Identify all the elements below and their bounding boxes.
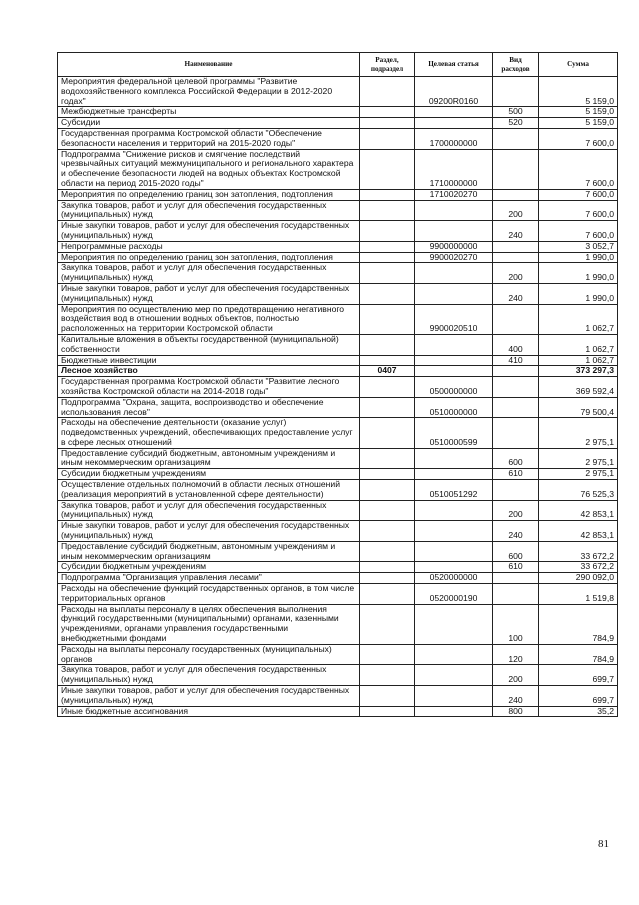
cell-sum: 784,9 — [539, 604, 618, 644]
cell-section — [360, 263, 415, 284]
cell-sum: 699,7 — [539, 665, 618, 686]
cell-target — [415, 221, 493, 242]
cell-type — [493, 252, 539, 263]
table-row — [58, 189, 618, 200]
cell-section — [360, 304, 415, 334]
cell-sum: 369 592,4 — [539, 377, 618, 398]
table-row — [58, 128, 618, 149]
cell-name: Предоставление субсидий бюджетным, автономным учреждениям и иным некоммерческим организациям — [58, 541, 360, 562]
cell-section — [360, 541, 415, 562]
cell-target: 0510000599 — [415, 418, 493, 448]
cell-section — [360, 573, 415, 584]
cell-type: 600 — [493, 448, 539, 469]
cell-name: Иные закупки товаров, работ и услуг для обеспечения государственных (муниципальных) нужд — [58, 521, 360, 542]
cell-sum: 33 672,2 — [539, 541, 618, 562]
cell-sum: 2 975,1 — [539, 418, 618, 448]
cell-type — [493, 149, 539, 189]
cell-section — [360, 77, 415, 107]
table-row — [58, 252, 618, 263]
cell-name: Закупка товаров, работ и услуг для обеспечения государственных (муниципальных) нужд — [58, 263, 360, 284]
cell-sum: 2 975,1 — [539, 469, 618, 480]
cell-type — [493, 304, 539, 334]
cell-name: Подпрограмма "Охрана, защита, воспроизводство и обеспечение использования лесов" — [58, 397, 360, 418]
cell-target: 0520000190 — [415, 584, 493, 605]
cell-sum: 1 062,7 — [539, 304, 618, 334]
table-row — [58, 200, 618, 221]
cell-type — [493, 573, 539, 584]
cell-section — [360, 200, 415, 221]
header-type: Вид расходов — [493, 53, 539, 77]
cell-name: Непрограммные расходы — [58, 241, 360, 252]
cell-name: Расходы на обеспечение деятельности (оказание услуг) подведомственных учреждений, обеспечивающих предоставление услуг в сфере лесных отношений — [58, 418, 360, 448]
cell-section — [360, 355, 415, 366]
cell-section — [360, 397, 415, 418]
cell-name: Межбюджетные трансферты — [58, 107, 360, 118]
cell-sum: 76 525,3 — [539, 480, 618, 501]
cell-name: Иные бюджетные ассигнования — [58, 706, 360, 717]
cell-target — [415, 604, 493, 644]
cell-type: 240 — [493, 283, 539, 304]
table-row — [58, 304, 618, 334]
cell-section — [360, 644, 415, 665]
cell-target: 0510000000 — [415, 397, 493, 418]
cell-sum: 2 975,1 — [539, 448, 618, 469]
cell-type: 600 — [493, 541, 539, 562]
cell-section — [360, 221, 415, 242]
cell-section — [360, 128, 415, 149]
table-row — [58, 480, 618, 501]
header-target: Целевая статья — [415, 53, 493, 77]
cell-sum: 7 600,0 — [539, 221, 618, 242]
cell-target — [415, 706, 493, 717]
table-row — [58, 584, 618, 605]
cell-section — [360, 562, 415, 573]
cell-section — [360, 118, 415, 129]
cell-section — [360, 521, 415, 542]
table-row — [58, 241, 618, 252]
cell-type: 500 — [493, 107, 539, 118]
table-row — [58, 366, 618, 377]
cell-target — [415, 500, 493, 521]
cell-type: 200 — [493, 200, 539, 221]
cell-name: Бюджетные инвестиции — [58, 355, 360, 366]
cell-section — [360, 480, 415, 501]
cell-target — [415, 283, 493, 304]
cell-name: Капитальные вложения в объекты государственной (муниципальной) собственности — [58, 334, 360, 355]
cell-target: 0510051292 — [415, 480, 493, 501]
cell-name: Субсидии — [58, 118, 360, 129]
cell-type: 200 — [493, 665, 539, 686]
table-row — [58, 521, 618, 542]
cell-type: 200 — [493, 500, 539, 521]
table-row — [58, 149, 618, 189]
table-row — [58, 118, 618, 129]
cell-target: 1710000000 — [415, 149, 493, 189]
cell-sum: 290 092,0 — [539, 573, 618, 584]
table-row — [58, 541, 618, 562]
cell-target — [415, 644, 493, 665]
cell-target — [415, 686, 493, 707]
cell-target — [415, 665, 493, 686]
page-number: 81 — [598, 838, 609, 850]
cell-name: Подпрограмма "Снижение рисков и смягчение последствий чрезвычайных ситуаций межмуниципального и регионального характера и обеспечение безопасности людей на водных объектах Костромской области на период 2015-2020 годы" — [58, 149, 360, 189]
cell-section — [360, 604, 415, 644]
cell-sum: 3 052,7 — [539, 241, 618, 252]
cell-type — [493, 377, 539, 398]
cell-sum: 5 159,0 — [539, 118, 618, 129]
cell-section — [360, 334, 415, 355]
cell-sum: 33 672,2 — [539, 562, 618, 573]
cell-sum: 1 519,8 — [539, 584, 618, 605]
table-row — [58, 334, 618, 355]
cell-target: 9900020510 — [415, 304, 493, 334]
table-row — [58, 355, 618, 366]
budget-document — [57, 52, 617, 717]
cell-name: Предоставление субсидий бюджетным, автономным учреждениям и иным некоммерческим организациям — [58, 448, 360, 469]
cell-type — [493, 189, 539, 200]
cell-type: 410 — [493, 355, 539, 366]
cell-sum: 1 990,0 — [539, 263, 618, 284]
cell-target — [415, 562, 493, 573]
cell-target: 9900020270 — [415, 252, 493, 263]
cell-target — [415, 334, 493, 355]
table-row — [58, 604, 618, 644]
cell-target — [415, 448, 493, 469]
cell-target — [415, 469, 493, 480]
table-row — [58, 562, 618, 573]
cell-type — [493, 418, 539, 448]
cell-name: Расходы на выплаты персоналу государственных (муниципальных) органов — [58, 644, 360, 665]
cell-name: Иные закупки товаров, работ и услуг для обеспечения государственных (муниципальных) нужд — [58, 283, 360, 304]
cell-target: 09200R0160 — [415, 77, 493, 107]
table-row — [58, 448, 618, 469]
cell-name: Мероприятия по осуществлению мер по предотвращению негативного воздействия вод в отношении водных объектов, полностью расположенных на территории Костромской области — [58, 304, 360, 334]
cell-name: Лесное хозяйство — [58, 366, 360, 377]
cell-type — [493, 77, 539, 107]
cell-target: 1710020270 — [415, 189, 493, 200]
cell-name: Осуществление отдельных полномочий в области лесных отношений (реализация мероприятий в установленной сфере деятельности) — [58, 480, 360, 501]
cell-section — [360, 252, 415, 263]
cell-section — [360, 706, 415, 717]
cell-name: Субсидии бюджетным учреждениям — [58, 562, 360, 573]
cell-sum: 1 062,7 — [539, 334, 618, 355]
cell-sum: 373 297,3 — [539, 366, 618, 377]
cell-type: 120 — [493, 644, 539, 665]
table-body — [58, 77, 618, 717]
cell-name: Мероприятия по определению границ зон затопления, подтопления — [58, 252, 360, 263]
cell-target — [415, 355, 493, 366]
cell-sum: 1 990,0 — [539, 283, 618, 304]
cell-name: Расходы на обеспечение функций государственных органов, в том числе территориальных органов — [58, 584, 360, 605]
cell-sum: 42 853,1 — [539, 521, 618, 542]
cell-target — [415, 263, 493, 284]
cell-type — [493, 397, 539, 418]
cell-type — [493, 128, 539, 149]
cell-target — [415, 366, 493, 377]
cell-section — [360, 500, 415, 521]
cell-sum: 699,7 — [539, 686, 618, 707]
cell-type: 200 — [493, 263, 539, 284]
cell-type — [493, 480, 539, 501]
cell-name: Иные закупки товаров, работ и услуг для обеспечения государственных (муниципальных) нужд — [58, 221, 360, 242]
cell-type: 610 — [493, 562, 539, 573]
cell-name: Иные закупки товаров, работ и услуг для обеспечения государственных (муниципальных) нужд — [58, 686, 360, 707]
cell-type: 800 — [493, 706, 539, 717]
table-row — [58, 77, 618, 107]
cell-name: Государственная программа Костромской области "Развитие лесного хозяйства Костромской области на 2014-2018 годы" — [58, 377, 360, 398]
cell-section — [360, 448, 415, 469]
cell-type — [493, 366, 539, 377]
cell-name: Закупка товаров, работ и услуг для обеспечения государственных (муниципальных) нужд — [58, 200, 360, 221]
cell-target — [415, 200, 493, 221]
cell-name: Мероприятия федеральной целевой программы "Развитие водохозяйственного комплекса Российской Федерации в 2012-2020 годах" — [58, 77, 360, 107]
cell-section — [360, 665, 415, 686]
cell-section — [360, 241, 415, 252]
cell-target — [415, 118, 493, 129]
table-row — [58, 418, 618, 448]
cell-target: 1700000000 — [415, 128, 493, 149]
cell-name: Подпрограмма "Организация управления лесами" — [58, 573, 360, 584]
cell-sum: 7 600,0 — [539, 128, 618, 149]
cell-type: 400 — [493, 334, 539, 355]
cell-sum: 5 159,0 — [539, 107, 618, 118]
cell-sum: 1 062,7 — [539, 355, 618, 366]
cell-sum: 7 600,0 — [539, 200, 618, 221]
table-row — [58, 221, 618, 242]
budget-table — [57, 52, 618, 717]
cell-section — [360, 469, 415, 480]
table-header-row — [58, 53, 618, 77]
cell-sum: 5 159,0 — [539, 77, 618, 107]
table-row — [58, 469, 618, 480]
table-row — [58, 283, 618, 304]
table-row — [58, 377, 618, 398]
cell-name: Закупка товаров, работ и услуг для обеспечения государственных (муниципальных) нужд — [58, 665, 360, 686]
cell-sum: 35,2 — [539, 706, 618, 717]
cell-target — [415, 521, 493, 542]
cell-section — [360, 418, 415, 448]
cell-sum: 7 600,0 — [539, 149, 618, 189]
cell-section — [360, 283, 415, 304]
table-row — [58, 573, 618, 584]
cell-sum: 79 500,4 — [539, 397, 618, 418]
cell-type: 100 — [493, 604, 539, 644]
header-section: Раздел, подраздел — [360, 53, 415, 77]
cell-sum: 1 990,0 — [539, 252, 618, 263]
cell-sum: 784,9 — [539, 644, 618, 665]
cell-type — [493, 584, 539, 605]
cell-name: Закупка товаров, работ и услуг для обеспечения государственных (муниципальных) нужд — [58, 500, 360, 521]
cell-type: 240 — [493, 221, 539, 242]
cell-target — [415, 541, 493, 562]
cell-target: 9900000000 — [415, 241, 493, 252]
cell-section — [360, 377, 415, 398]
table-row — [58, 665, 618, 686]
table-row — [58, 263, 618, 284]
table-row — [58, 644, 618, 665]
table-row — [58, 397, 618, 418]
cell-target: 0520000000 — [415, 573, 493, 584]
cell-type: 240 — [493, 521, 539, 542]
table-row — [58, 686, 618, 707]
cell-target — [415, 107, 493, 118]
table-row — [58, 706, 618, 717]
cell-name: Государственная программа Костромской области "Обеспечение безопасности населения и территорий на 2015-2020 годы" — [58, 128, 360, 149]
cell-type: 610 — [493, 469, 539, 480]
cell-section — [360, 686, 415, 707]
cell-section — [360, 149, 415, 189]
cell-type: 520 — [493, 118, 539, 129]
cell-section — [360, 107, 415, 118]
table-row — [58, 107, 618, 118]
cell-type — [493, 241, 539, 252]
cell-section: 0407 — [360, 366, 415, 377]
cell-sum: 7 600,0 — [539, 189, 618, 200]
header-name: Наименование — [58, 53, 360, 77]
cell-name: Расходы на выплаты персоналу в целях обеспечения выполнения функций государственными (муниципальными) органами, казенными учреждениями, органами управления государственными внебюджетными фондами — [58, 604, 360, 644]
header-sum: Сумма — [539, 53, 618, 77]
cell-target: 0500000000 — [415, 377, 493, 398]
cell-name: Мероприятия по определению границ зон затопления, подтопления — [58, 189, 360, 200]
cell-type: 240 — [493, 686, 539, 707]
table-row — [58, 500, 618, 521]
cell-sum: 42 853,1 — [539, 500, 618, 521]
cell-name: Субсидии бюджетным учреждениям — [58, 469, 360, 480]
cell-section — [360, 189, 415, 200]
cell-section — [360, 584, 415, 605]
